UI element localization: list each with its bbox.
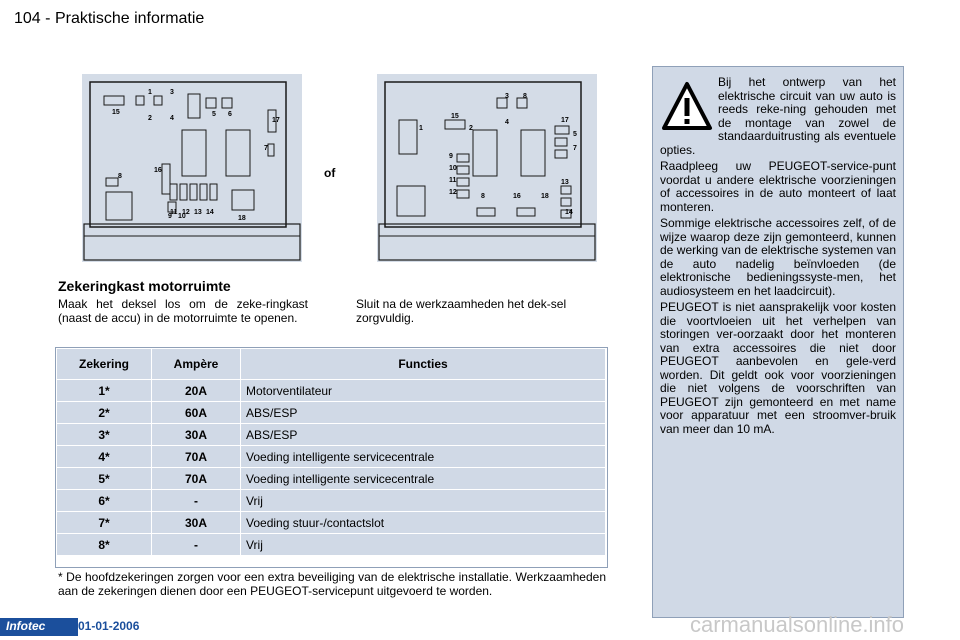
fuse-label: 13: [194, 209, 202, 216]
col-header-ampere: Ampère: [152, 349, 241, 380]
footnote: * De hoofdzekeringen zorgen voor een extra beveiliging van de elektrische installatie. Werkzaamheden aan de zekeringen dienen door een PEUGEOT-servicepunt uitgevoerd te worden.: [58, 570, 606, 598]
warning-paragraph-4: PEUGEOT is niet aansprakelijk voor kosten die voortvloeien uit het verhelpen van storingen ver-oorzaakt door het monteren van extra accessoires die niet door PEUGEOT aanbevolen en gele-verd worden. Dit geldt ook voor voorzieningen die niet volgens de voorschriften van PEUGEOT zijn gemonteerd en met name voor apparatuur met een stroomver-bruik van meer dan 10 mA.: [660, 300, 896, 436]
fuse-label: 12: [449, 189, 457, 196]
fuse-label: 7: [573, 145, 577, 152]
cell-function: Voeding stuur-/contactslot: [241, 512, 606, 534]
cell-ampere: 30A: [152, 512, 241, 534]
fuse-label: 3: [170, 89, 174, 96]
warning-paragraph-3: Sommige elektrische accessoires zelf, of de wijze waarop deze zijn gemonteerd, kunnen de werking van de elektrische systemen van de auto nadelig beïnvloeden (de elektronische bedieningssyste-men, het audiosysteem en het laadcircuit).: [660, 216, 896, 298]
table-row: [57, 490, 606, 512]
fuse-label: 17: [272, 117, 280, 124]
infotec-logo-text: Infotec: [6, 619, 46, 633]
col-header-functions: Functies: [241, 349, 606, 380]
warning-triangle-icon: [660, 78, 714, 138]
fusebox-diagram-right: [377, 74, 597, 262]
fuse-label: 16: [513, 193, 521, 200]
cell-ampere: -: [152, 490, 241, 512]
fuse-label: 5: [573, 131, 577, 138]
fuse-label: 16: [154, 167, 162, 174]
fuse-label: 9: [449, 153, 453, 160]
fuse-label: 18: [238, 215, 246, 222]
fuse-label: 4: [170, 115, 174, 122]
cell-fuse: 8*: [57, 534, 152, 556]
table-row: [57, 446, 606, 468]
fuse-label: 15: [451, 113, 459, 120]
table-row: [57, 512, 606, 534]
cell-fuse: 1*: [57, 380, 152, 402]
cell-function: Vrij: [241, 534, 606, 556]
fuse-label: 8: [481, 193, 485, 200]
page-number: 104: [14, 10, 41, 27]
fuse-label: 18: [541, 193, 549, 200]
cell-fuse: 4*: [57, 446, 152, 468]
cell-fuse: 2*: [57, 402, 152, 424]
table-row: [57, 424, 606, 446]
cell-ampere: -: [152, 534, 241, 556]
header-separator: -: [45, 10, 51, 27]
fuse-label: 12: [182, 209, 190, 216]
cell-fuse: 7*: [57, 512, 152, 534]
fuse-label: 1: [419, 125, 423, 132]
fuse-label: 11: [449, 177, 457, 184]
warning-paragraph-2: Raadpleeg uw PEUGEOT-service-punt voordat u andere elektrische voorzieningen of accessoires in de auto monteert of laat monteren.: [660, 159, 896, 214]
cell-function: Voeding intelligente servicecentrale: [241, 468, 606, 490]
watermark: carmanualsonline.info: [690, 612, 905, 637]
cell-function: Voeding intelligente servicecentrale: [241, 446, 606, 468]
table-header-row: [57, 349, 606, 380]
table-row: [57, 402, 606, 424]
fuse-label: 4: [505, 119, 509, 126]
fuse-label: 8: [523, 93, 527, 100]
fuse-label: 1: [148, 89, 152, 96]
page-header: [14, 10, 204, 28]
cell-function: Motorventilateur: [241, 380, 606, 402]
fuse-label: 14: [206, 209, 214, 216]
fuse-label: 14: [565, 209, 573, 216]
fuse-label: 10: [178, 213, 186, 220]
cell-function: ABS/ESP: [241, 424, 606, 446]
cell-function: Vrij: [241, 490, 606, 512]
fusebox-diagram-left: [82, 74, 302, 262]
cell-fuse: 6*: [57, 490, 152, 512]
table-row: [57, 468, 606, 490]
cell-ampere: 20A: [152, 380, 241, 402]
fuse-label: 17: [561, 117, 569, 124]
fuse-label: 2: [148, 115, 152, 122]
table-row: [57, 534, 606, 556]
intro-right: Sluit na de werkzaamheden het dek-sel zorgvuldig.: [356, 297, 567, 325]
diagram-connector-of: of: [324, 166, 336, 180]
table-row: [57, 380, 606, 402]
warning-paragraph-1: Bij het ontwerp van het elektrische circuit van uw auto is reeds reke-ning gehouden met de montage van zowel de standaarduitrusting als eventuele opties.: [660, 75, 896, 157]
page-title: Praktische informatie: [54, 10, 205, 27]
fuse-label: 7: [264, 145, 268, 152]
col-header-fuse: Zekering: [57, 349, 152, 380]
fuse-label: 13: [561, 179, 569, 186]
cell-ampere: 60A: [152, 402, 241, 424]
fuse-label: 11: [170, 209, 178, 216]
cell-fuse: 5*: [57, 468, 152, 490]
cell-ampere: 30A: [152, 424, 241, 446]
cell-function: ABS/ESP: [241, 402, 606, 424]
cell-fuse: 3*: [57, 424, 152, 446]
fuse-table: [56, 348, 606, 556]
cell-ampere: 70A: [152, 446, 241, 468]
footer-date: 01-01-2006: [78, 619, 140, 633]
section-title: Zekeringkast motorruimte: [58, 278, 231, 294]
fuse-label: 9: [168, 213, 172, 220]
fuse-label: 2: [469, 125, 473, 132]
cell-ampere: 70A: [152, 468, 241, 490]
fuse-label: 6: [228, 111, 232, 118]
fuse-label: 5: [212, 111, 216, 118]
warning-box: [652, 66, 904, 618]
fuse-label: 10: [449, 165, 457, 172]
intro-left: Maak het deksel los om de zeke-ringkast (naast de accu) in de motorruimte te openen.: [58, 297, 308, 325]
fuse-label: 3: [505, 93, 509, 100]
fuse-label: 8: [118, 173, 122, 180]
fuse-label: 15: [112, 109, 120, 116]
